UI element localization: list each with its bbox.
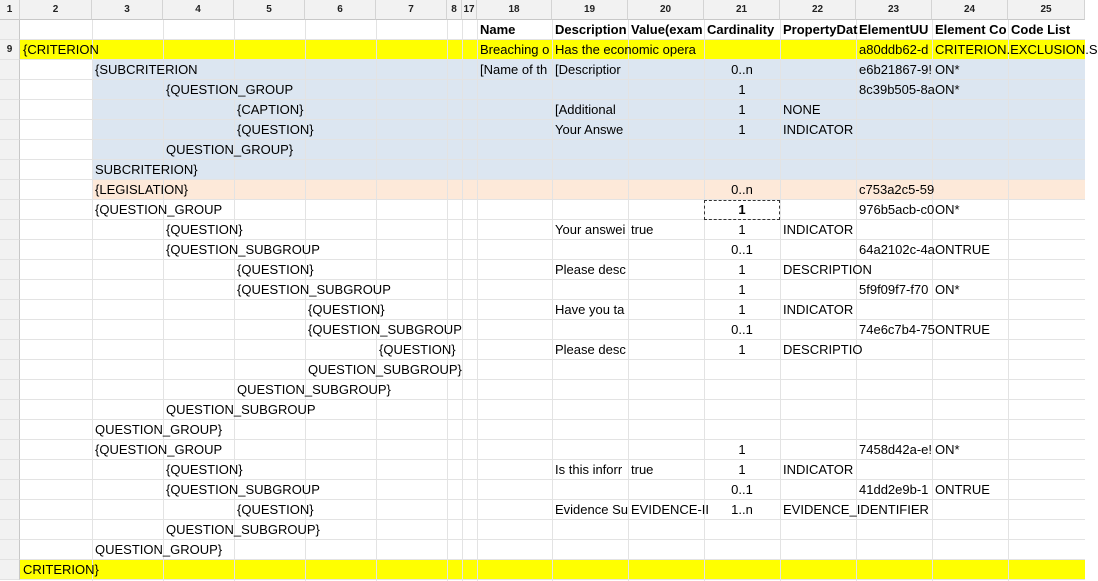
cell-21[interactable]: 1: [738, 282, 746, 297]
row-header[interactable]: 9: [0, 40, 20, 60]
structure-cell[interactable]: {QUESTION_GROUP: [166, 82, 294, 97]
cell-21[interactable]: 0..n: [731, 62, 753, 77]
selected-cell-marquee: [704, 200, 780, 220]
row-header[interactable]: [0, 140, 20, 160]
column-header-20[interactable]: 20: [628, 0, 704, 20]
column-header-22[interactable]: 22: [780, 0, 856, 20]
cell-21[interactable]: 1: [738, 342, 746, 357]
structure-cell[interactable]: QUESTION_GROUP}: [166, 142, 294, 157]
column-title-19[interactable]: Description: [555, 22, 627, 37]
cell-19[interactable]: Your answei: [555, 222, 626, 237]
column-gridline: [92, 20, 93, 581]
cell-20[interactable]: true: [631, 222, 654, 237]
structure-cell[interactable]: {QUESTION}: [237, 122, 314, 137]
cell-21[interactable]: 0..1: [731, 482, 753, 497]
column-header-21[interactable]: 21: [704, 0, 780, 20]
cell-19[interactable]: Please desc: [555, 342, 626, 357]
row-header[interactable]: [0, 420, 20, 440]
structure-cell[interactable]: {QUESTION}: [237, 262, 314, 277]
cell-19[interactable]: Has the economic opera: [555, 42, 696, 57]
row-header[interactable]: [0, 340, 20, 360]
cell-19[interactable]: Evidence Su: [555, 502, 628, 517]
structure-cell[interactable]: QUESTION_SUBGROUP}: [237, 382, 391, 397]
structure-cell[interactable]: QUESTION_GROUP}: [95, 542, 223, 557]
row-header[interactable]: [0, 500, 20, 520]
structure-cell[interactable]: {QUESTION}: [308, 302, 385, 317]
cell-24[interactable]: CRITERION.EXCLUSION.S: [935, 42, 1098, 57]
row-header[interactable]: [0, 400, 20, 420]
cell-21[interactable]: 1: [738, 122, 746, 137]
row-header[interactable]: [0, 460, 20, 480]
structure-cell[interactable]: {QUESTION}: [237, 502, 314, 517]
row-header[interactable]: [0, 440, 20, 460]
row-header[interactable]: [0, 280, 20, 300]
row-header[interactable]: [0, 100, 20, 120]
cell-21[interactable]: 1: [738, 462, 746, 477]
row-header[interactable]: [0, 560, 20, 580]
structure-cell[interactable]: {LEGISLATION}: [95, 182, 188, 197]
cell-24[interactable]: ONTRUE: [935, 242, 990, 257]
cell-21[interactable]: 0..1: [731, 242, 753, 257]
cell-21[interactable]: 1: [738, 262, 746, 277]
column-header-5[interactable]: 5: [234, 0, 305, 20]
structure-cell[interactable]: {QUESTION}: [379, 342, 456, 357]
column-title-21[interactable]: Cardinality: [707, 22, 775, 37]
cell-22[interactable]: EVIDENCE_IDENTIFIER: [783, 502, 929, 517]
cell-18[interactable]: Breaching o: [480, 42, 550, 57]
cell-23[interactable]: a80ddb62-d: [859, 42, 929, 57]
row-header[interactable]: [0, 520, 20, 540]
row-header[interactable]: [0, 160, 20, 180]
cell-22[interactable]: INDICATOR: [783, 462, 854, 477]
column-header-19[interactable]: 19: [552, 0, 628, 20]
column-title-20[interactable]: Value(exam: [631, 22, 703, 37]
row-header[interactable]: [0, 260, 20, 280]
cell-21[interactable]: 1: [738, 102, 746, 117]
cell-22[interactable]: INDICATOR: [783, 302, 854, 317]
structure-cell[interactable]: {QUESTION_SUBGROUP: [308, 322, 462, 337]
cell-18[interactable]: [Name of th: [480, 62, 548, 77]
cell-24[interactable]: ON*: [935, 442, 960, 457]
cell-23[interactable]: 8c39b505-8a: [859, 82, 935, 97]
row-header[interactable]: [0, 360, 20, 380]
column-header-2[interactable]: 2: [20, 0, 92, 20]
structure-cell[interactable]: {CRITERION: [23, 42, 99, 57]
row-header[interactable]: [0, 60, 20, 80]
row-header[interactable]: [0, 220, 20, 240]
structure-cell[interactable]: QUESTION_GROUP}: [95, 422, 223, 437]
row-header[interactable]: [0, 320, 20, 340]
cell-22[interactable]: NONE: [783, 102, 821, 117]
column-header-8[interactable]: 8: [447, 0, 462, 20]
cell-19[interactable]: [Additional: [555, 102, 616, 117]
column-title-23[interactable]: ElementUU: [859, 22, 929, 37]
column-header-3[interactable]: 3: [92, 0, 163, 20]
column-title-25[interactable]: Code List: [1011, 22, 1071, 37]
cell-19[interactable]: Please desc: [555, 262, 626, 277]
cell-23[interactable]: 7458d42a-e!: [859, 442, 933, 457]
cell-22[interactable]: DESCRIPTION: [783, 262, 872, 277]
cell-22[interactable]: INDICATOR: [783, 222, 854, 237]
cell-19[interactable]: [Descriptior: [555, 62, 621, 77]
row-header[interactable]: [0, 480, 20, 500]
row-header[interactable]: [0, 380, 20, 400]
cell-22[interactable]: INDICATOR: [783, 122, 854, 137]
column-title-24[interactable]: Element Co: [935, 22, 1007, 37]
cell-21[interactable]: 1: [738, 202, 746, 217]
structure-cell[interactable]: QUESTION_SUBGROUP}: [166, 522, 320, 537]
column-header-17[interactable]: 17: [462, 0, 477, 20]
structure-cell[interactable]: CRITERION}: [23, 562, 99, 577]
row-header[interactable]: [0, 240, 20, 260]
column-header-25[interactable]: 25: [1008, 0, 1085, 20]
structure-cell[interactable]: QUESTION_SUBGROUP: [166, 402, 316, 417]
row-header[interactable]: [0, 540, 20, 560]
cell-23[interactable]: 41dd2e9b-1: [859, 482, 929, 497]
column-header-7[interactable]: 7: [376, 0, 447, 20]
structure-cell[interactable]: QUESTION_SUBGROUP}: [308, 362, 462, 377]
column-gridline: [1008, 20, 1009, 581]
cell-21[interactable]: 1..n: [731, 502, 753, 517]
cell-21[interactable]: 1: [738, 302, 746, 317]
cell-23[interactable]: 976b5acb-c0: [859, 202, 935, 217]
cell-24[interactable]: ON*: [935, 62, 960, 77]
column-header-23[interactable]: 23: [856, 0, 932, 20]
cell-19[interactable]: Have you ta: [555, 302, 625, 317]
structure-cell[interactable]: {QUESTION}: [166, 462, 243, 477]
cell-22[interactable]: DESCRIPTIO: [783, 342, 863, 357]
structure-cell[interactable]: {SUBCRITERION: [95, 62, 198, 77]
cell-23[interactable]: 5f9f09f7-f70: [859, 282, 929, 297]
column-title-18[interactable]: Name: [480, 22, 516, 37]
cell-23[interactable]: 64a2102c-4a: [859, 242, 935, 257]
row-header[interactable]: [0, 20, 20, 40]
row-header[interactable]: [0, 80, 20, 100]
column-header-4[interactable]: 4: [163, 0, 234, 20]
cell-19[interactable]: Is this inforr: [555, 462, 623, 477]
cell-20[interactable]: true: [631, 462, 654, 477]
structure-cell[interactable]: {CAPTION}: [237, 102, 304, 117]
cell-23[interactable]: c753a2c5-59: [859, 182, 935, 197]
row-header[interactable]: [0, 200, 20, 220]
row-header[interactable]: [0, 300, 20, 320]
row-header[interactable]: [0, 120, 20, 140]
cell-23[interactable]: 74e6c7b4-75: [859, 322, 935, 337]
column-header-1[interactable]: 1: [0, 0, 20, 20]
cell-21[interactable]: 1: [738, 82, 746, 97]
structure-cell[interactable]: {QUESTION_SUBGROUP: [166, 242, 320, 257]
cell-21[interactable]: 0..1: [731, 322, 753, 337]
structure-cell[interactable]: {QUESTION}: [166, 222, 243, 237]
cell-24[interactable]: ON*: [935, 282, 960, 297]
row-header[interactable]: [0, 180, 20, 200]
structure-cell[interactable]: {QUESTION_SUBGROUP: [237, 282, 391, 297]
cell-24[interactable]: ONTRUE: [935, 482, 990, 497]
column-header-6[interactable]: 6: [305, 0, 376, 20]
cell-21[interactable]: 1: [738, 222, 746, 237]
cell-24[interactable]: ON*: [935, 202, 960, 217]
cell-21[interactable]: 0..n: [731, 182, 753, 197]
cell-23[interactable]: e6b21867-9!: [859, 62, 933, 77]
structure-cell[interactable]: {QUESTION_GROUP: [95, 442, 223, 457]
column-header-18[interactable]: 18: [477, 0, 552, 20]
structure-cell[interactable]: {QUESTION_GROUP: [95, 202, 223, 217]
cell-21[interactable]: 1: [738, 442, 746, 457]
cell-20[interactable]: EVIDENCE-II: [631, 502, 710, 517]
cell-24[interactable]: ONTRUE: [935, 322, 990, 337]
structure-cell[interactable]: SUBCRITERION}: [95, 162, 198, 177]
column-title-22[interactable]: PropertyDat: [783, 22, 858, 37]
cell-24[interactable]: ON*: [935, 82, 960, 97]
column-header-24[interactable]: 24: [932, 0, 1008, 20]
structure-cell[interactable]: {QUESTION_SUBGROUP: [166, 482, 320, 497]
cell-19[interactable]: Your Answe: [555, 122, 624, 137]
